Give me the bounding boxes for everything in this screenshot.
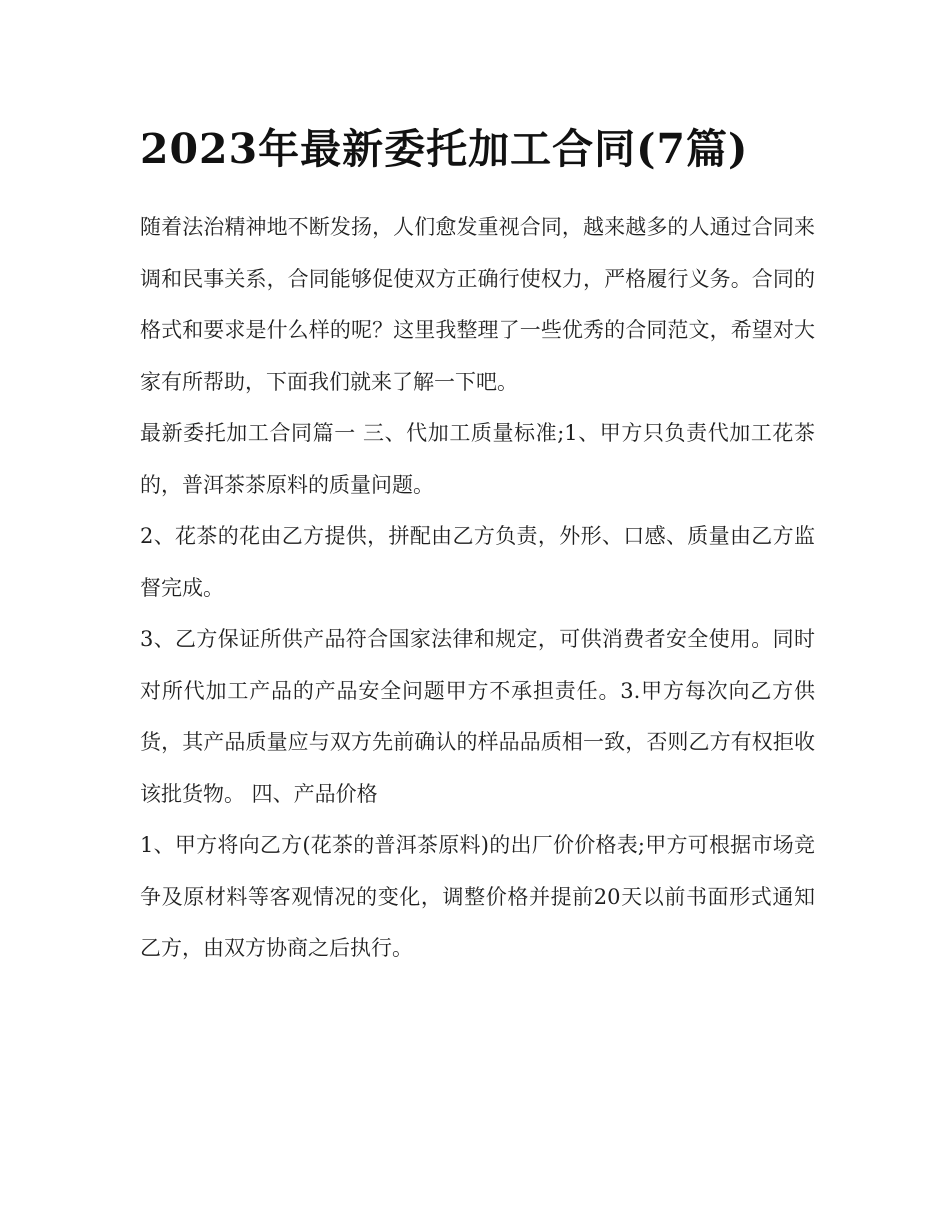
contract-clause-paragraph: 1、甲方将向乙方(花茶的普洱茶原料)的出厂价价格表;甲方可根据市场竞争及原材料等客观情况的变化，调整价格并提前20天以前书面形式通知乙方，由双方协商之后执行。 xyxy=(140,833,815,960)
contract-clause-paragraph: 2、花茶的花由乙方提供，拼配由乙方负责，外形、口感、质量由乙方监督完成。 xyxy=(140,524,815,600)
document-title: 2023年最新委托加工合同(7篇) xyxy=(140,125,749,173)
intro-paragraph: 随着法治精神地不断发扬，人们愈发重视合同，越来越多的人通过合同来调和民事关系，合同能够促使双方正确行使权力，严格履行义务。合同的格式和要求是什么样的呢？这里我整理了一些优秀的合同范文，希望对大家有所帮助，下面我们就来了解一下吧。 xyxy=(140,215,815,394)
contract-section-paragraph: 最新委托加工合同篇一 三、代加工质量标准;1、甲方只负责代加工花茶的，普洱茶茶原料的质量问题。 xyxy=(140,421,815,497)
contract-clause-paragraph: 3、乙方保证所供产品符合国家法律和规定，可供消费者安全使用。同时对所代加工产品的产品安全问题甲方不承担责任。3.甲方每次向乙方供货，其产品质量应与双方先前确认的样品品质相一致，否则乙方有权拒收该批货物。 四、产品价格 xyxy=(140,627,815,806)
document-body xyxy=(140,112,815,975)
